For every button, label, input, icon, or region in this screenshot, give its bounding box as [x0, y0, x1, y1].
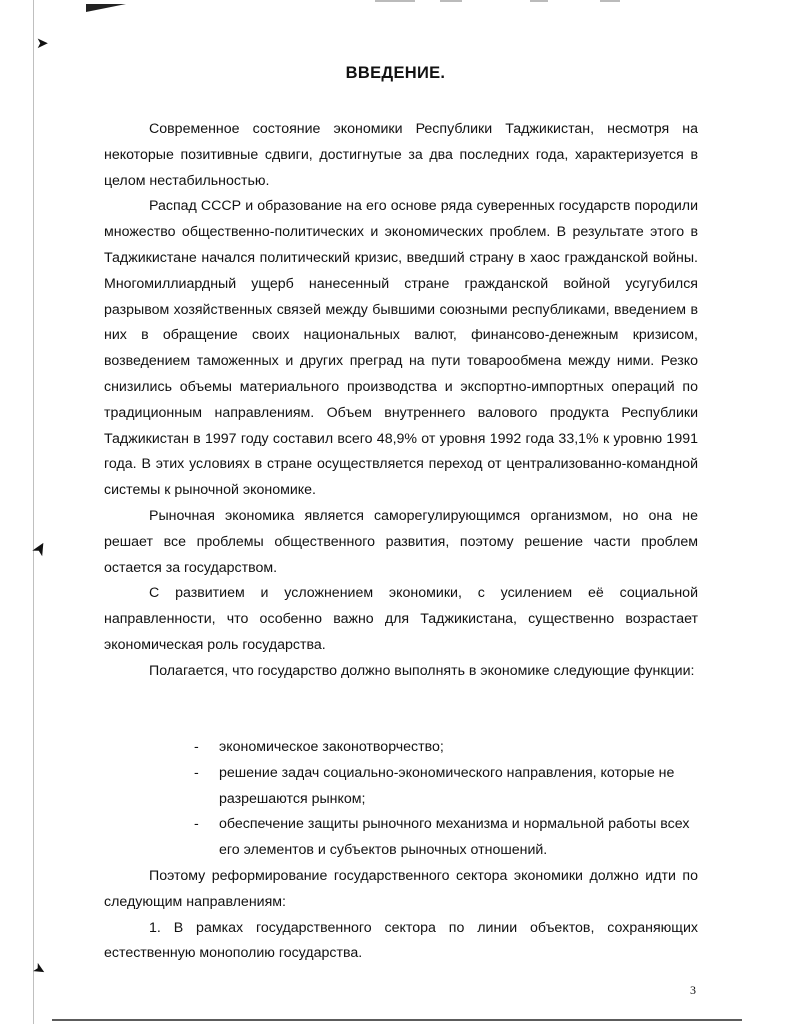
list-item-text: экономическое законотворчество;: [219, 739, 444, 755]
paragraph: 1. В рамках государственного сектора по линии объектов, сохраняющих естественную монополию государства.: [104, 919, 698, 962]
list-marker: -: [194, 764, 199, 781]
functions-list: [194, 735, 694, 864]
list-item: [194, 812, 694, 864]
list-marker: -: [194, 739, 199, 755]
scan-top-dash: [530, 0, 548, 2]
paragraph: Распад СССР и образование на его основе ряда суверенных государств породили множество общественно-политических и экономических проблем. В результате этого в Таджикистане начался политический кризис, введший страну в хаос гражданской войны. Многомиллиардный ущерб нанесенный стране гражданской войной усугубился разрывом хозяйственных связей между бывшими союзными республиками, введением в них в обращение своих национальных валют, финансово-денежным кризисом, возведением таможенных и других преград на пути товарообмена между ними. Резко снизились объемы материального производства и экспортно-импортных операций по традиционным направлениям. Объем внутреннего валового продукта Республики Таджикистан в 1997 году составил всего 48,9% от уровня 1992 года 33,1% к уровню 1991 года. В этих условиях в стране осуществляется переход от централизованно-командной системы к рыночной экономике.: [104, 198, 698, 499]
body-text-block: [104, 117, 698, 685]
paragraph: Современное состояние экономики Республики Таджикистан, несмотря на некоторые позитивные сдвиги, достигнутые за два последних года, характеризуется в целом нестабильностью.: [104, 121, 698, 189]
scan-top-dash: [440, 0, 462, 2]
margin-arrow-icon: ➤: [36, 34, 49, 52]
scan-margin-line: [33, 0, 34, 1024]
list-marker: -: [194, 816, 199, 833]
list-item: [194, 761, 694, 813]
scan-top-dash: [600, 0, 620, 2]
list-item-text: обеспечение защиты рыночного механизма и нормальной работы всех его элементов и субъектов рыночных отношений.: [219, 816, 690, 859]
scan-bottom-line: [52, 1019, 742, 1021]
paragraph: Рыночная экономика является саморегулирующимся организмом, но она не решает все проблемы общественного развития, поэтому решение части проблем остается за государством.: [104, 507, 698, 576]
page-number: 3: [690, 983, 696, 997]
paragraph: С развитием и усложнением экономики, с усилением её социальной направленности, что особенно важно для Таджикистана, существенно возрастает экономическая роль государства.: [104, 585, 698, 653]
margin-arrow-icon: ➤: [27, 536, 53, 561]
list-item: [194, 735, 694, 761]
scan-top-dash: [375, 0, 415, 2]
paragraph: Поэтому реформирование государственного сектора экономики должно идти по следующим направлениям:: [104, 868, 698, 910]
closing-text-block: [104, 864, 698, 967]
page-title: ВВЕДЕНИЕ.: [345, 64, 446, 82]
paragraph: Полагается, что государство должно выполнять в экономике следующие функции:: [149, 662, 695, 679]
scan-top-mark: [86, 4, 126, 12]
margin-arrow-icon: ➤: [29, 958, 50, 981]
list-item-text: решение задач социально-экономического направления, которые не разрешаются рынком;: [219, 764, 675, 807]
